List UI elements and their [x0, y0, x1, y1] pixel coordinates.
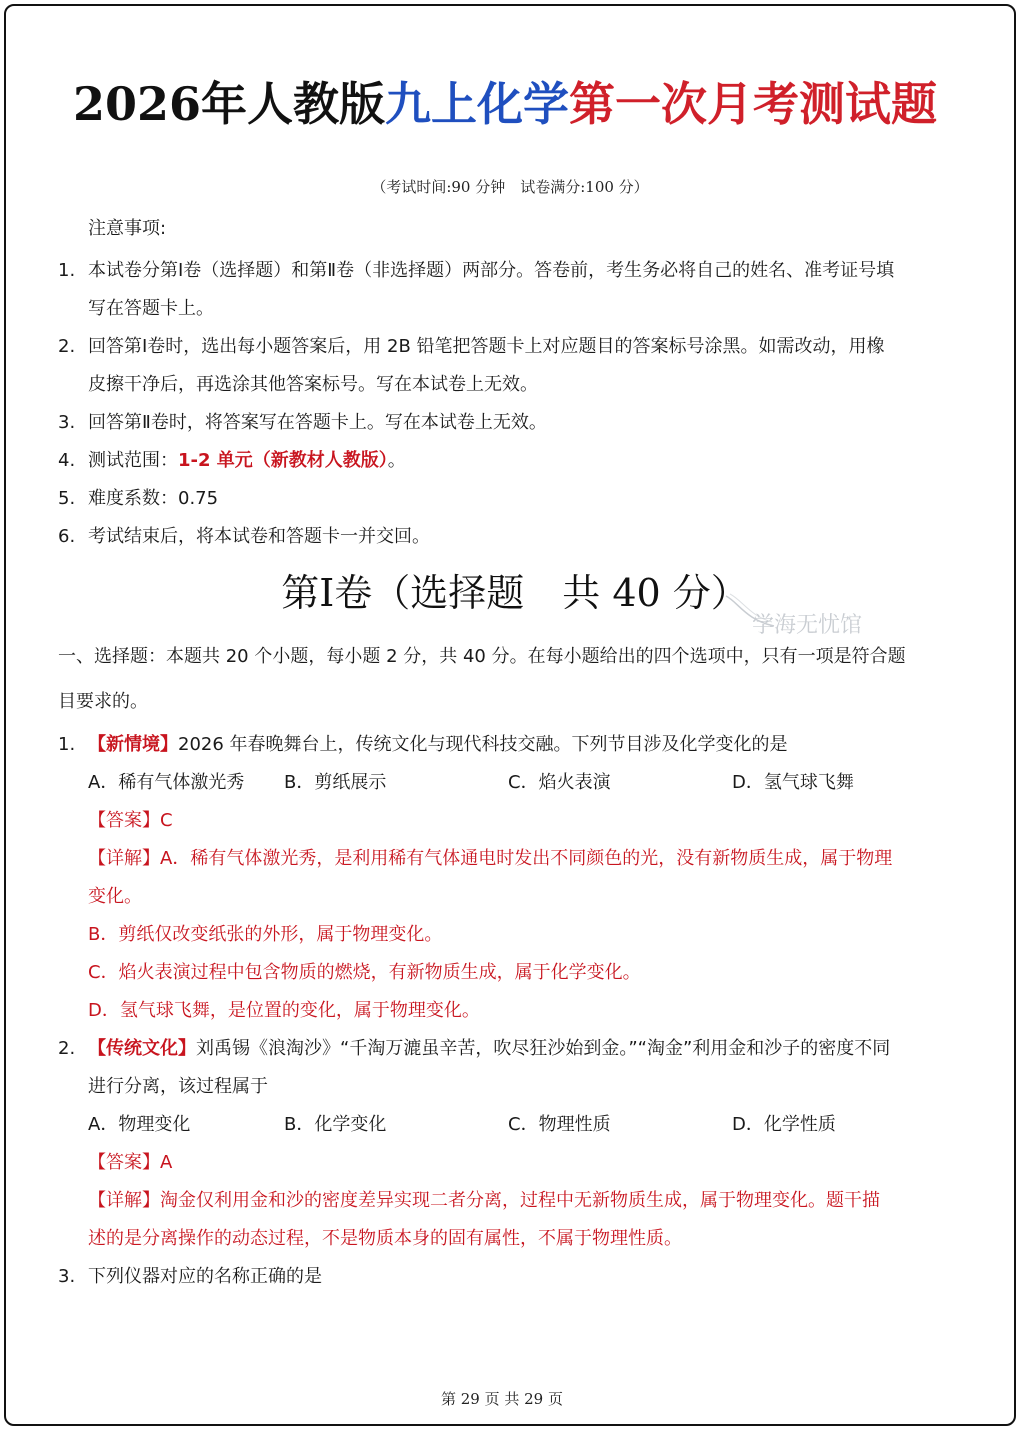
page-title	[0, 68, 1010, 134]
notice-item-2: 2. 回答第Ⅰ卷时，选出每小题答案后，用 2B 铅笔把答题卡上对应题目的答案标号涂黑。如需改动，用橡	[58, 336, 885, 357]
question-1	[58, 733, 788, 757]
question-2-cont: 进行分离，该过程属于	[88, 1076, 268, 1097]
notice-item-2-cont: 皮擦干净后，再选涂其他答案标号。写在本试卷上无效。	[88, 374, 538, 395]
q2-option-a: A．物理变化	[88, 1114, 191, 1135]
question-tag: 【新情境】	[88, 734, 178, 755]
title-part-3: 第一次月考测试题	[569, 77, 938, 131]
notice-item-1: 1. 本试卷分第Ⅰ卷（选择题）和第Ⅱ卷（非选择题）两部分。答卷前，考生务必将自己的姓名、准考证号填	[58, 260, 895, 281]
q1-explain-line-2: 变化。	[88, 886, 142, 907]
q1-option-d: D．氢气球飞舞	[732, 772, 854, 793]
question-3	[58, 1265, 322, 1289]
q2-option-b: B．化学变化	[284, 1114, 387, 1135]
q1-option-b: B．剪纸展示	[284, 772, 387, 793]
q2-explain-line-2: 述的是分离操作的动态过程，不是物质本身的固有属性，不属于物理性质。	[88, 1228, 682, 1249]
question-text: 下列仪器对应的名称正确的是	[88, 1266, 322, 1287]
question-2	[58, 1037, 890, 1061]
q1-option-a: A．稀有气体激光秀	[88, 772, 245, 793]
q1-explain-line-4: C．焰火表演过程中包含物质的燃烧，有新物质生成，属于化学变化。	[88, 962, 641, 983]
question-text: 2026 年春晚舞台上，传统文化与现代科技交融。下列节目涉及化学变化的是	[178, 734, 788, 755]
q1-explain-line-5: D．氢气球飞舞，是位置的变化，属于物理变化。	[88, 1000, 480, 1021]
title-part-1: 2026年人教版	[72, 77, 386, 131]
notice-item-4: 4. 测试范围：1-2 单元（新教材人教版）。	[58, 450, 406, 471]
q1-explain-line-1: 【详解】A．稀有气体激光秀，是利用稀有气体通电时发出不同颜色的光，没有新物质生成，属于物理	[88, 848, 893, 869]
watermark: 学海无忧馆	[752, 613, 863, 638]
question-text: 刘禹锡《浪淘沙》“千淘万漉虽辛苦，吹尽狂沙始到金。”“淘金”利用金和沙子的密度不同	[196, 1038, 891, 1059]
notice-item-1-cont: 写在答题卡上。	[88, 298, 214, 319]
notice-item-6: 6. 考试结束后，将本试卷和答题卡一并交回。	[58, 526, 430, 547]
section-title: 第Ⅰ卷（选择题 共 40 分）	[281, 571, 749, 615]
q2-explain-line-1: 【详解】淘金仅利用金和沙的密度差异实现二者分离，过程中无新物质生成，属于物理变化。题干描	[88, 1190, 880, 1211]
q2-option-c: C．物理性质	[508, 1114, 611, 1135]
question-number: 1.	[58, 734, 76, 755]
q1-answer: 【答案】C	[88, 810, 173, 831]
notice-item-5: 5. 难度系数：0.75	[58, 488, 219, 509]
question-number: 2.	[58, 1038, 76, 1059]
notice-heading: 注意事项:	[88, 218, 167, 239]
q1-explain-line-3: B．剪纸仅改变纸张的外形，属于物理变化。	[88, 924, 443, 945]
q1-option-c: C．焰火表演	[508, 772, 611, 793]
question-tag: 【传统文化】	[88, 1038, 196, 1059]
title-part-2: 九上化学	[385, 77, 570, 131]
exam-info: （考试时间:90 分钟 试卷满分:100 分）	[371, 178, 649, 196]
page-footer: 第 29 页 共 29 页	[440, 1390, 563, 1408]
q2-option-d: D．化学性质	[732, 1114, 836, 1135]
question-number: 3.	[58, 1266, 76, 1287]
notice-item-3: 3. 回答第Ⅱ卷时，将答案写在答题卡上。写在本试卷上无效。	[58, 412, 547, 433]
q2-answer: 【答案】A	[88, 1152, 173, 1173]
section-intro-line-2: 目要求的。	[58, 691, 148, 712]
section-intro-line-1: 一、选择题：本题共 20 个小题，每小题 2 分，共 40 分。在每小题给出的四个选项中，只有一项是符合题	[58, 646, 906, 667]
test-scope: 1-2 单元（新教材人教版）	[178, 450, 388, 471]
